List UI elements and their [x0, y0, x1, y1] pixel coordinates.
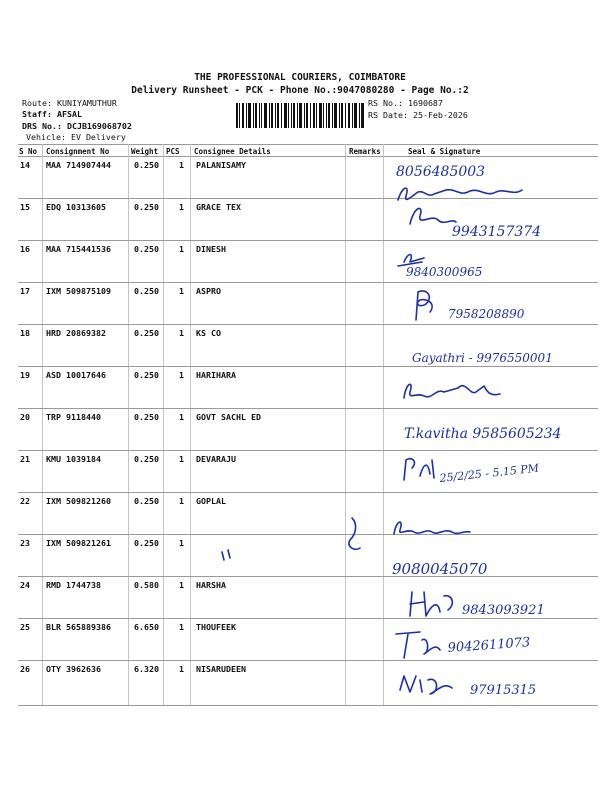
row-weight: 0.250: [134, 244, 159, 254]
row-consignment: MAA 714907444: [46, 160, 111, 170]
row-consignee: THOUFEEK: [196, 622, 236, 632]
row-pcs: 1: [179, 328, 184, 338]
col-remarks: Remarks: [349, 147, 381, 156]
row-consignee: GOVT SACHL ED: [196, 412, 261, 422]
rs-date: RS Date: 25-Feb-2026: [368, 110, 468, 120]
handwritten-phone: Gayathri - 9976550001: [412, 351, 553, 365]
row-consignee: DINESH: [196, 244, 226, 254]
row-pcs: 1: [179, 412, 184, 422]
row-consignment: IXM 509875109: [46, 286, 111, 296]
row-consignment: OTY 3962636: [46, 664, 101, 674]
row-weight: 0.250: [134, 412, 159, 422]
handwritten-phone: 8056485003: [396, 164, 486, 180]
row-pcs: 1: [179, 454, 184, 464]
runsheet-subtitle: Delivery Runsheet - PCK - Phone No.:9047080280 - Page No.:2: [131, 85, 469, 96]
signature-mark: [398, 188, 522, 200]
row-consignment: ASD 10017646: [46, 370, 106, 380]
row-consignment: HRD 20869382: [46, 328, 106, 338]
row-weight: 0.250: [134, 370, 159, 380]
signature-mark: [404, 384, 500, 398]
handwritten-phone: 97915315: [470, 683, 537, 698]
row-weight: 0.250: [134, 286, 159, 296]
signature-mark: [410, 592, 452, 616]
row-consignment: TRP 9118440: [46, 412, 101, 422]
signature-mark: [222, 550, 230, 560]
row-weight: 0.250: [134, 202, 159, 212]
row-sno: 21: [20, 454, 30, 464]
row-weight: 6.650: [134, 622, 159, 632]
row-pcs: 1: [179, 622, 184, 632]
row-consignee: PALANISAMY: [196, 160, 246, 170]
row-consignee: GOPLAL: [196, 496, 226, 506]
row-pcs: 1: [179, 664, 184, 674]
row-consignee: HARSHA: [196, 580, 226, 590]
row-consignee: KS CO: [196, 328, 221, 338]
signature-mark: [396, 632, 440, 658]
row-consignment: IXM 509821261: [46, 538, 111, 548]
handwritten-phone: 7958208890: [448, 307, 525, 321]
col-weight: Weight: [131, 147, 159, 156]
row-sno: 18: [20, 328, 30, 338]
col-consignment: Consignment No: [46, 147, 110, 156]
handwritten-phone: 9843093921: [462, 603, 545, 618]
signature-mark: [349, 518, 360, 549]
row-pcs: 1: [179, 244, 184, 254]
row-sno: 24: [20, 580, 30, 590]
row-weight: 0.250: [134, 496, 159, 506]
row-sno: 26: [20, 664, 30, 674]
row-consignment: IXM 509821260: [46, 496, 111, 506]
handwritten-date: 25/2/25 - 5.15 PM: [438, 461, 540, 485]
row-consignee: DEVARAJU: [196, 454, 236, 464]
row-weight: 0.250: [134, 454, 159, 464]
row-pcs: 1: [179, 202, 184, 212]
rs-number: RS No.: 1690687: [368, 98, 443, 108]
vehicle-label: Vehicle: EV Delivery: [26, 132, 126, 142]
row-consignee: ASPRO: [196, 286, 221, 296]
col-sno: S No: [19, 147, 38, 156]
signature-mark: [410, 208, 456, 224]
handwritten-phone: T.kavitha 9585605234: [404, 426, 562, 442]
handwritten-phone: 9943157374: [452, 224, 542, 240]
row-sno: 17: [20, 286, 30, 296]
signature-mark: [404, 459, 434, 480]
route-label: Route: KUNIYAMUTHUR: [22, 98, 117, 108]
row-pcs: 1: [179, 580, 184, 590]
row-sno: 14: [20, 160, 30, 170]
row-consignment: BLR 565889386: [46, 622, 111, 632]
row-pcs: 1: [179, 160, 184, 170]
row-pcs: 1: [179, 538, 184, 548]
row-consignment: RMD 1744738: [46, 580, 101, 590]
row-sno: 25: [20, 622, 30, 632]
col-consignee: Consignee Details: [194, 147, 271, 156]
row-sno: 22: [20, 496, 30, 506]
row-consignee: HARIHARA: [196, 370, 236, 380]
row-consignment: EDQ 10313605: [46, 202, 106, 212]
row-consignee: GRACE TEX: [196, 202, 241, 212]
row-weight: 0.580: [134, 580, 159, 590]
row-weight: 0.250: [134, 328, 159, 338]
row-weight: 6.320: [134, 664, 159, 674]
row-sno: 16: [20, 244, 30, 254]
col-pcs: PCS: [166, 147, 180, 156]
handwritten-phone: 9042611073: [447, 635, 531, 656]
signature-mark: [400, 676, 452, 694]
signature-mark: [416, 291, 432, 320]
row-sno: 19: [20, 370, 30, 380]
staff-label: Staff: AFSAL: [22, 109, 82, 119]
row-sno: 20: [20, 412, 30, 422]
row-pcs: 1: [179, 286, 184, 296]
company-title: THE PROFESSIONAL COURIERS, COIMBATORE: [194, 72, 406, 83]
row-consignment: MAA 715441536: [46, 244, 111, 254]
row-sno: 15: [20, 202, 30, 212]
row-weight: 0.250: [134, 160, 159, 170]
row-pcs: 1: [179, 370, 184, 380]
drs-number: DRS No.: DCJB169068702: [22, 121, 132, 131]
handwritten-phone: 9840300965: [406, 265, 483, 279]
row-weight: 0.250: [134, 538, 159, 548]
row-consignment: KMU 1039184: [46, 454, 101, 464]
row-consignee: NISARUDEEN: [196, 664, 246, 674]
signature-mark: [394, 522, 470, 534]
row-pcs: 1: [179, 496, 184, 506]
col-signature: Seal & Signature: [408, 147, 481, 156]
row-sno: 23: [20, 538, 30, 548]
handwritten-phone: 9080045070: [392, 560, 488, 578]
